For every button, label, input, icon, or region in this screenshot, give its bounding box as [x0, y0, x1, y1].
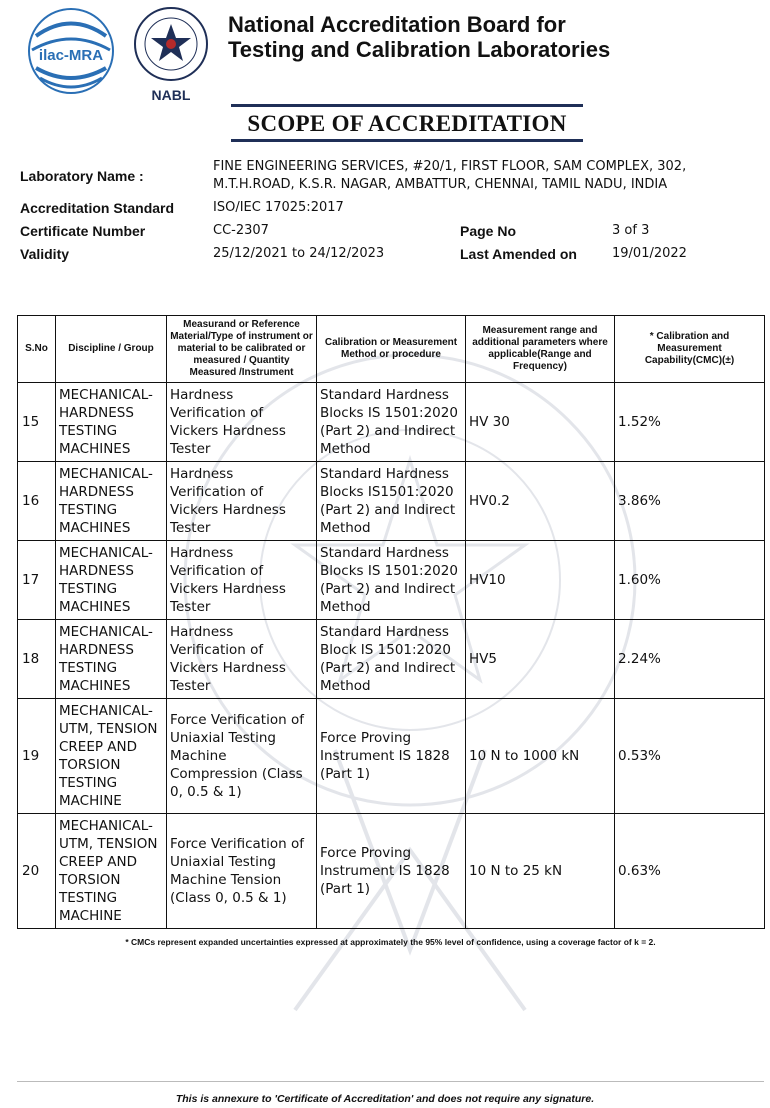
scope-title: SCOPE OF ACCREDITATION — [247, 111, 567, 136]
cell-method: Force Proving Instrument IS 1828 (Part 1) — [317, 699, 466, 814]
col-header-discipline: Discipline / Group — [56, 316, 167, 383]
svg-text:ilac-MRA: ilac-MRA — [38, 47, 104, 64]
cell-measurand: Hardness Verification of Vickers Hardness Tester — [167, 620, 317, 699]
cell-range: 10 N to 1000 kN — [466, 699, 615, 814]
cell-measurand: Hardness Verification of Vickers Hardness Tester — [167, 462, 317, 541]
board-title — [228, 12, 748, 62]
cell-measurand: Hardness Verification of Vickers Hardness Tester — [167, 541, 317, 620]
cell-discipline: MECHANICAL- HARDNESS TESTING MACHINES — [56, 541, 167, 620]
lab-name-label: Laboratory Name : — [20, 168, 144, 184]
last-amended-value: 19/01/2022 — [612, 246, 687, 261]
validity-label: Validity — [20, 246, 70, 262]
table-header-row — [18, 316, 765, 383]
scope-heading — [231, 104, 583, 142]
cell-range: HV10 — [466, 541, 615, 620]
board-title-line2: Testing and Calibration Laboratories — [228, 37, 611, 62]
board-title-line1: National Accreditation Board for — [228, 12, 566, 37]
page-no-label: Page No — [460, 223, 517, 239]
cell-cmc: 0.63% — [615, 814, 765, 929]
col-header-cmc: * Calibration and Measurement Capability(CMC)(±) — [615, 316, 765, 383]
cell-discipline: MECHANICAL- UTM, TENSION CREEP AND TORSION TESTING MACHINE — [56, 814, 167, 929]
cell-cmc: 3.86% — [615, 462, 765, 541]
cell-cmc: 1.52% — [615, 383, 765, 462]
cell-measurand: Force Verification of Uniaxial Testing Machine Compression (Class 0, 0.5 & 1) — [167, 699, 317, 814]
ilac-mra-logo — [26, 6, 116, 96]
cell-sno: 19 — [18, 699, 56, 814]
bottom-divider — [17, 1081, 764, 1082]
lab-name-line2: M.T.H.ROAD, K.S.R. NAGAR, AMBATTUR, CHENNAI, TAMIL NADU, INDIA — [213, 177, 668, 192]
page-no-value: 3 of 3 — [612, 223, 650, 238]
table-row — [18, 541, 765, 620]
col-header-sno: S.No — [18, 316, 56, 383]
table-row — [18, 814, 765, 929]
table-row — [18, 699, 765, 814]
cell-discipline: MECHANICAL- HARDNESS TESTING MACHINES — [56, 462, 167, 541]
lab-name-line1: FINE ENGINEERING SERVICES, #20/1, FIRST FLOOR, SAM COMPLEX, 302, — [213, 159, 687, 174]
col-header-range: Measurement range and additional parameters where applicable(Range and Frequency) — [466, 316, 615, 383]
cell-method: Standard Hardness Blocks IS 1501:2020 (Part 2) and Indirect Method — [317, 383, 466, 462]
cell-cmc: 1.60% — [615, 541, 765, 620]
cell-discipline: MECHANICAL- HARDNESS TESTING MACHINES — [56, 620, 167, 699]
cell-range: HV5 — [466, 620, 615, 699]
last-amended-label: Last Amended on — [460, 246, 577, 262]
standard-value: ISO/IEC 17025:2017 — [213, 200, 344, 215]
cell-sno: 20 — [18, 814, 56, 929]
validity-value: 25/12/2021 to 24/12/2023 — [213, 246, 385, 261]
cell-discipline: MECHANICAL- HARDNESS TESTING MACHINES — [56, 383, 167, 462]
scope-rule-bottom — [231, 139, 583, 142]
cell-sno: 16 — [18, 462, 56, 541]
cell-range: HV0.2 — [466, 462, 615, 541]
cell-cmc: 0.53% — [615, 699, 765, 814]
table-row — [18, 620, 765, 699]
cell-sno: 18 — [18, 620, 56, 699]
col-header-measurand: Measurand or Reference Material/Type of instrument or material to be calibrated or measured / Quantity Measured /Instrument — [167, 316, 317, 383]
certificate-value: CC-2307 — [213, 223, 269, 238]
cell-sno: 15 — [18, 383, 56, 462]
cell-discipline: MECHANICAL- UTM, TENSION CREEP AND TORSION TESTING MACHINE — [56, 699, 167, 814]
certificate-label: Certificate Number — [20, 223, 146, 239]
col-header-method: Calibration or Measurement Method or procedure — [317, 316, 466, 383]
svg-text:NABL: NABL — [151, 87, 191, 103]
cell-cmc: 2.24% — [615, 620, 765, 699]
cell-measurand: Force Verification of Uniaxial Testing Machine Tension (Class 0, 0.5 & 1) — [167, 814, 317, 929]
cell-sno: 17 — [18, 541, 56, 620]
nabl-logo — [130, 4, 212, 104]
cmc-footnote: * CMCs represent expanded uncertainties expressed at approximately the 95% level of confidence, using a coverage factor of k = 2. — [125, 937, 656, 947]
cell-method: Force Proving Instrument IS 1828 (Part 1) — [317, 814, 466, 929]
table-row — [18, 383, 765, 462]
table-row — [18, 462, 765, 541]
cell-range: 10 N to 25 kN — [466, 814, 615, 929]
standard-label: Accreditation Standard — [20, 200, 175, 216]
cell-measurand: Hardness Verification of Vickers Hardness Tester — [167, 383, 317, 462]
cell-method: Standard Hardness Blocks IS 1501:2020 (Part 2) and Indirect Method — [317, 541, 466, 620]
scope-rule-top — [231, 104, 583, 107]
cell-method: Standard Hardness Blocks IS1501:2020 (Part 2) and Indirect Method — [317, 462, 466, 541]
scope-table — [17, 315, 765, 929]
cell-range: HV 30 — [466, 383, 615, 462]
annexure-note: This is annexure to 'Certificate of Accreditation' and does not require any signature. — [175, 1093, 595, 1105]
cell-method: Standard Hardness Block IS 1501:2020 (Part 2) and Indirect Method — [317, 620, 466, 699]
